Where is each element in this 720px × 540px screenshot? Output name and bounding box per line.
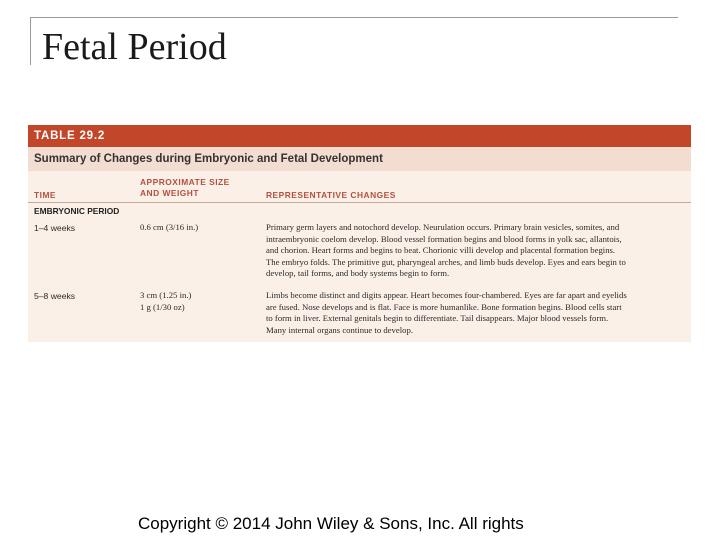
row1-change-line: develop, tail forms, and body systems begin to form. [266, 268, 450, 278]
copyright-notice: Copyright © 2014 John Wiley & Sons, Inc. All rights [138, 514, 524, 533]
row1-size: 0.6 cm (3/16 in.) [140, 222, 199, 232]
slide-title: Fetal Period [42, 26, 227, 68]
section-label: EMBRYONIC PERIOD [34, 206, 120, 216]
header-changes: REPRESENTATIVE CHANGES [266, 190, 396, 200]
row2-time: 5–8 weeks [34, 291, 76, 301]
row1-changes [266, 222, 686, 280]
row1-change-line: and chorion. Heart forms and begins to beat. Chorionic villi develop and placental formation begins. [266, 245, 616, 255]
row2-size-line: 1 g (1/30 oz) [140, 301, 185, 312]
row2-size-line: 3 cm (1.25 in.) [140, 290, 192, 300]
header-size-line2: AND WEIGHT [140, 188, 199, 198]
header-size-line1: APPROXIMATE SIZE [140, 177, 230, 187]
row2-changes [266, 290, 686, 336]
header-divider [28, 202, 691, 203]
row2-change-line: to form in liver. External genitals begin to differentiate. Tail disappears. Major blood vessels form. [266, 313, 609, 323]
row1-change-line: Primary germ layers and notochord develop. Neurulation occurs. Primary brain vesicles, somites, and [266, 222, 620, 232]
row1-time: 1–4 weeks [34, 223, 76, 233]
table-caption: Summary of Changes during Embryonic and Fetal Development [28, 147, 691, 171]
title-rule-left [30, 17, 31, 65]
title-rule-top [30, 17, 678, 18]
development-table [28, 125, 691, 342]
row2-change-line: Limbs become distinct and digits appear. Heart becomes four-chambered. Eyes are far apart and eyelids [266, 290, 627, 300]
row1-change-line: intraembryonic coelom develop. Blood vessel formation begins and blood forms in yolk sac, allantois, [266, 233, 622, 244]
row2-change-line: are fused. Nose develops and is flat. Face is more humanlike. Bone formation begins. Blood cells start [266, 301, 622, 312]
header-time: TIME [34, 190, 57, 200]
row1-change-line: The embryo folds. The primitive gut, pharyngeal arches, and limb buds develop. Eyes and ears begin to [266, 256, 626, 267]
row2-size [140, 290, 191, 313]
row2-change-line: Many internal organs continue to develop. [266, 324, 414, 335]
table-number: TABLE 29.2 [28, 125, 691, 147]
